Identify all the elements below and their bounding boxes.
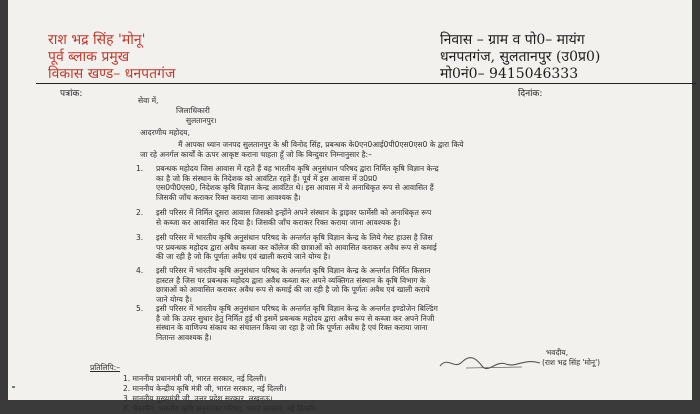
- signature-icon: [436, 354, 546, 372]
- point-4-number: 4.: [136, 266, 144, 275]
- copy-item-1: 1. माननीय प्रधानमंत्री जी, भारत सरकार, नई दिल्ली।: [123, 374, 267, 383]
- copy-title: प्रतिलिपि:–: [90, 363, 120, 372]
- sender-title: पूर्व ब्लाक प्रमुख: [48, 49, 130, 65]
- residence-line: निवास – ग्राम व पो0– मायंग: [440, 32, 585, 48]
- point-3-number: 3.: [136, 233, 144, 242]
- intro-line-1: मैं आपका ध्यान जनपद सुलतानपुर के श्री विनोद सिंह, प्रबन्धक के0एन0आई0पी0एस0एस0 के द्वारा किये: [178, 140, 464, 149]
- date-label: दिनांक:: [518, 89, 543, 99]
- point-1-number: 1.: [136, 164, 144, 173]
- salutation-seva: सेवा में,: [138, 96, 159, 105]
- copy-item-2: 2. माननीय केन्द्रीय कृषि मंत्री जी, भारत सरकार, नई दिल्ली।: [123, 384, 287, 393]
- point-4-text: इसी परिसर में भारतीय कृषि अनुसंधान परिषद के अन्तर्गत कृषि विज्ञान केन्द्र के अन्तर्गत निर्मित किसान हास्टल है जिस पर प्रबन्धक महोदय द्वारा अवैध कब्जा कर अपने व्यक्तिगत संस्थान के कृषि विभाग के छात्राओं को आवासित कराकर अवैध रूप से कमाई की जा रही है जो कि पूर्णतः अवैध एवं खाली कराये जाने योग्य है।: [156, 266, 431, 304]
- greeting: आदरणीय महोदय,: [140, 128, 190, 137]
- punch-hole-mark: [12, 386, 15, 388]
- letterhead-right: [440, 32, 600, 83]
- mobile-line: मो0नं0– 9415046333: [440, 66, 579, 82]
- point-3-text: इसी परिसर में भारतीय कृषि अनुसंधान परिषद के अन्तर्गत कृषि विज्ञान केन्द्र के लिये गेस्ट हाउस है जिस पर प्रबन्धक महोदय द्वारा अवैध कब्जा कर कॉलेज की छात्राओं को आवासित कराकर अवैध रूप से कमाई की जा रही है जो कि पूर्णतः अवैध एवं खाली कराये जाने योग्य है।: [156, 233, 437, 262]
- header-rule: [36, 83, 696, 84]
- point-5-number: 5.: [136, 304, 144, 313]
- copy-item-4: 4. चेयरमैन, भारतीय कृषि अनुसंधान परिषद, भारत सरकार, नई दिल्ली।: [123, 404, 317, 413]
- letter-page: [8, 0, 692, 413]
- district-line: धनपतगंज, सुलतानपुर (उ0प्र0): [440, 49, 601, 65]
- intro-line-2: जा रहे अनर्गल कार्यों के ऊपर आकृष्ट कराना चाहता हूँ जो कि बिन्दुवार निम्नानुसार है:–: [140, 150, 372, 159]
- point-2-number: 2.: [136, 208, 144, 217]
- sender-block: विकास खण्ड– धनपतगंज: [48, 66, 176, 82]
- signature-name: (राश भद्र सिंह 'मोनू'): [542, 358, 601, 367]
- point-1-text: प्रबन्धक महोदय जिस आवास में रहते हैं वह भारतीय कृषि अनुसंधान परिषद द्वारा निर्मित कृषि विज्ञान केन्द्र का है जो कि संस्थान के निदेशक को आवंटित रहते हैं। पूर्व में इस आवास में उ0प्र0 एस0पी0एस0, निदेशक कृषि विज्ञान केन्द्र आवंटित थे। इस आवास में ये अनाधिकृत रूप से आवासित हैं जिसकी जाँच कराकर रिक्त कराया जाना आवश्यक है।: [156, 164, 439, 202]
- letterhead-left: [48, 32, 175, 83]
- copy-item-3: 3. माननीय मुख्यमंत्री जी, उत्तर प्रदेश सरकार, लखनऊ।: [123, 394, 273, 403]
- closing: भवदीय,: [546, 348, 569, 357]
- ref-number-label: पत्रांक:: [60, 89, 83, 99]
- recipient-title: जिलाधिकारी: [176, 106, 210, 115]
- sender-name: राश भद्र सिंह 'मोनू': [48, 32, 146, 48]
- recipient-place: सुलतानपुर।: [186, 116, 217, 125]
- point-5-text: इसी परिसर में भारतीय कृषि अनुसंधान परिषद के अन्तर्गत कृषि विज्ञान केन्द्र के अन्तर्गत इण्डोजेन बिल्डिंग है जो कि उत्पर सुधार हेतु निर्मित हुई थी इसमें प्रबन्धक महोदय द्वारा अवैध रूप से कब्जा कर अपने निजी संस्थान के वाणिज्य संकाय का संचालन किया जा रहा है जो कि पूर्णतः अवैध है एवं रिक्त कराया जाना नितान्त आवश्यक है।: [156, 304, 438, 342]
- point-2-text: इसी परिसर में निर्मित दूसरा आवास जिसको इन्होंने अपने संस्थान के ड्राइवर फार्मेसी को अनाधिकृत रूप से कब्जा कर आवासित कर दिया है। जिसकी जाँच कराकर रिक्त कराया जाना आवश्यक है।: [156, 208, 432, 227]
